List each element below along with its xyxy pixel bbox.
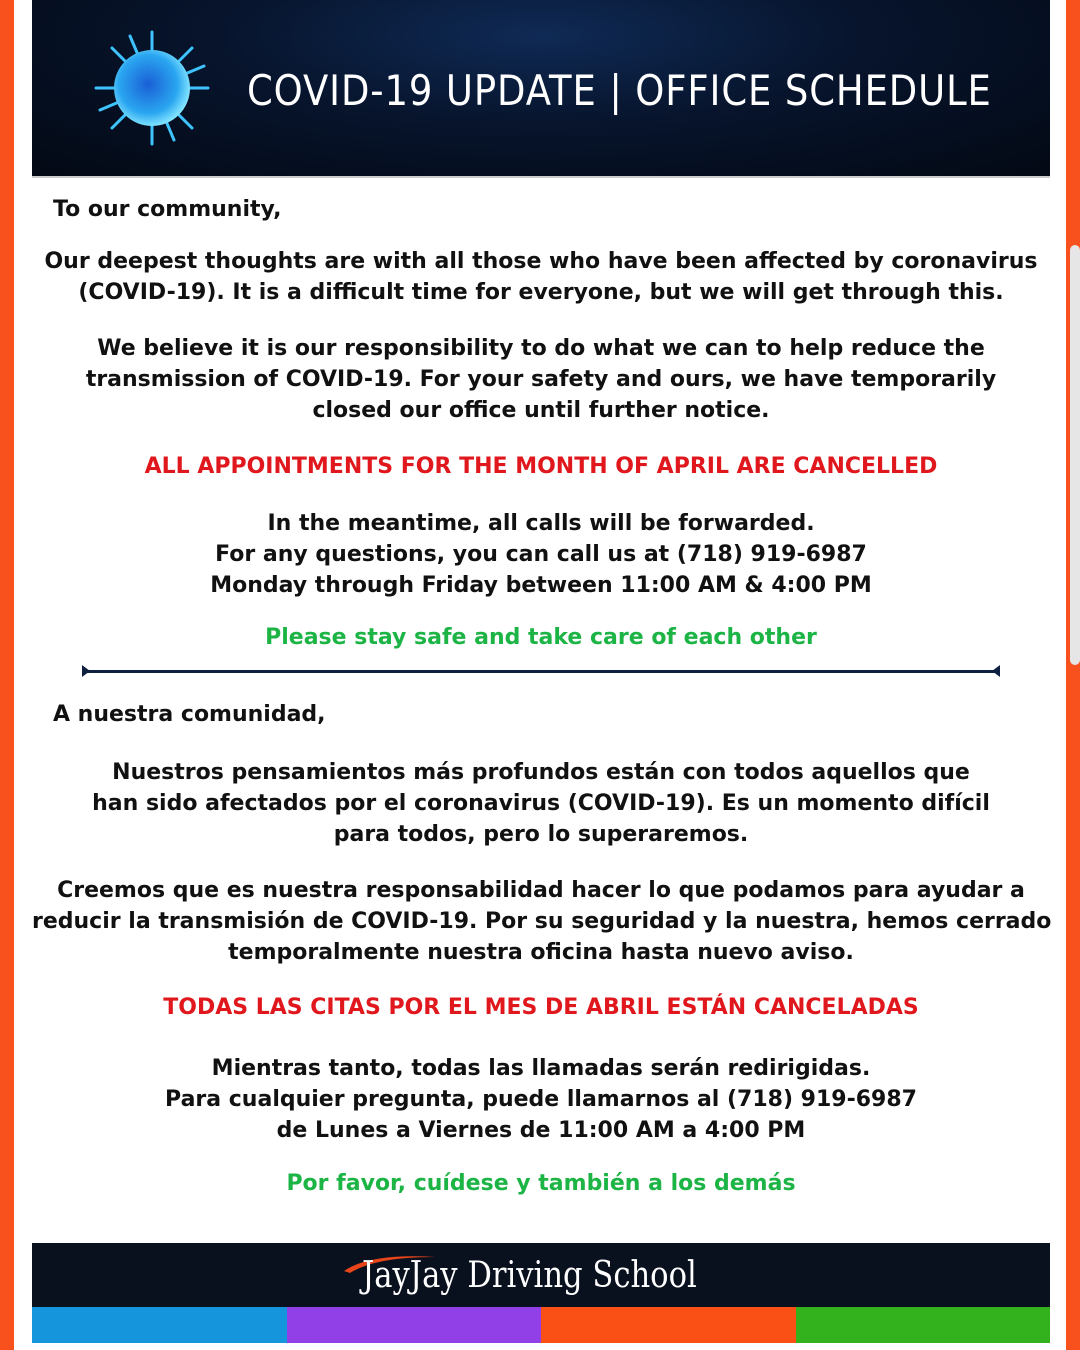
virus-icon [92, 28, 212, 148]
text-line: transmission of COVID-19. For your safety and ours, we have temporarily [85, 367, 997, 392]
spanish-contact-info [32, 1053, 1050, 1146]
english-paragraph-1 [32, 246, 1050, 308]
text-line: closed our office until further notice. [312, 398, 770, 423]
text-line: Nuestros pensamientos más profundos están con todos aquellos que [112, 760, 970, 785]
scrollbar[interactable] [1070, 245, 1080, 665]
color-bar-purple [287, 1307, 542, 1343]
text-line: reducir la transmisión de COVID-19. Por su seguridad y la nuestra, hemos cerrado [32, 909, 1052, 934]
text-line: Creemos que es nuestra responsabilidad hacer lo que podamos para ayudar a [57, 878, 1025, 903]
spanish-paragraph-2 [32, 875, 1050, 968]
text-line: para todos, pero lo superaremos. [333, 822, 749, 847]
english-closing: Please stay safe and take care of each other [265, 625, 817, 650]
color-bar-blue [32, 1307, 287, 1343]
footer-banner [32, 1243, 1050, 1307]
company-logo: JayJay Driving School [362, 1255, 697, 1296]
english-greeting: To our community, [53, 197, 282, 222]
color-bar-orange [541, 1307, 796, 1343]
english-paragraph-2 [32, 333, 1050, 426]
spanish-greeting: A nuestra comunidad, [53, 702, 326, 727]
text-line: han sido afectados por el coronavirus (COVID-19). Es un momento difícil [92, 791, 990, 816]
text-line: In the meantime, all calls will be forwarded. [267, 511, 815, 536]
color-bar-green [796, 1307, 1051, 1343]
text-line: We believe it is our responsibility to do what we can to help reduce the [97, 336, 985, 361]
text-line: Our deepest thoughts are with all those who have been affected by coronavirus [44, 249, 1038, 274]
text-line: temporalmente nuestra oficina hasta nuevo aviso. [228, 940, 854, 965]
english-contact-info [32, 508, 1050, 601]
text-line: Para cualquier pregunta, puede llamarnos al (718) 919-6987 [165, 1087, 917, 1112]
text-line: Mientras tanto, todas las llamadas serán redirigidas. [211, 1056, 871, 1081]
text-line: de Lunes a Viernes de 11:00 AM a 4:00 PM [276, 1118, 806, 1143]
text-line: For any questions, you can call us at (718) 919-6987 [215, 542, 867, 567]
text-line: Monday through Friday between 11:00 AM & 4:00 PM [210, 573, 872, 598]
text-line: (COVID-19). It is a difficult time for everyone, but we will get through this. [78, 280, 1004, 305]
color-bars [32, 1307, 1050, 1343]
header-banner [32, 0, 1050, 178]
spanish-cancel-notice: TODAS LAS CITAS POR EL MES DE ABRIL ESTÁN CANCELADAS [163, 995, 919, 1020]
spanish-closing: Por favor, cuídese y también a los demás [286, 1171, 796, 1196]
spanish-paragraph-1 [32, 757, 1050, 850]
section-divider [82, 670, 1000, 673]
page-title: COVID-19 UPDATE | OFFICE SCHEDULE [247, 66, 992, 115]
english-cancel-notice: ALL APPOINTMENTS FOR THE MONTH OF APRIL ARE CANCELLED [144, 454, 938, 479]
